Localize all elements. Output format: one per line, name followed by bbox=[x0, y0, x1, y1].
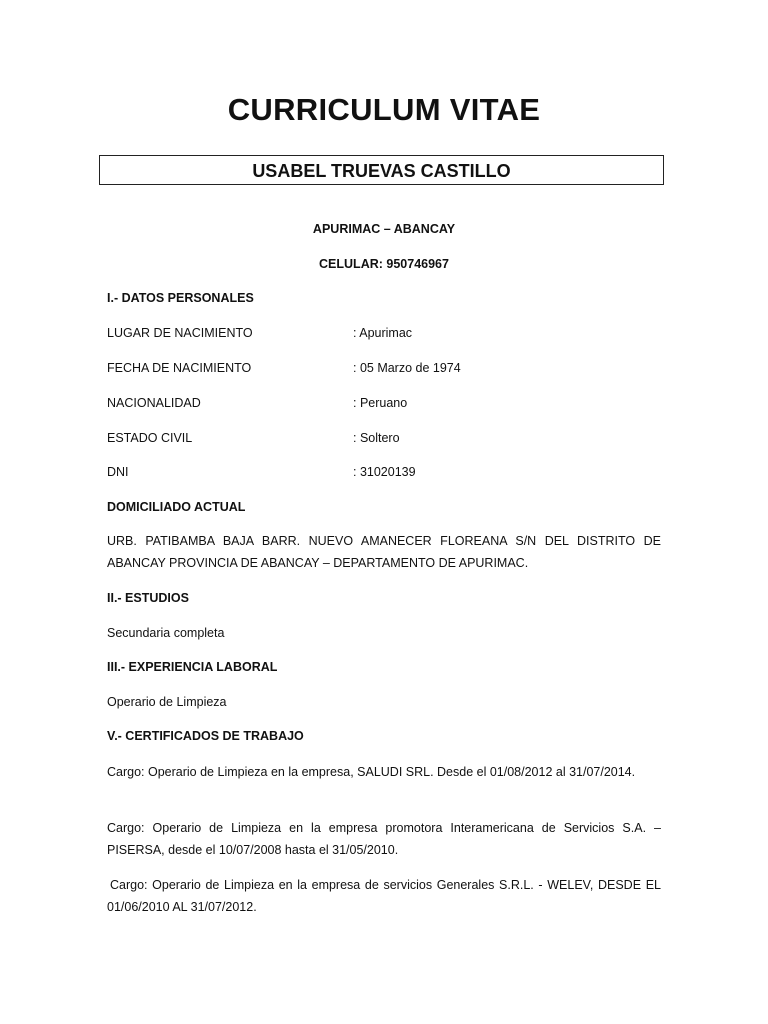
field-label-birthplace: LUGAR DE NACIMIENTO bbox=[107, 326, 253, 340]
field-value-birthplace: : Apurimac bbox=[353, 326, 413, 340]
certificate-prefix: Cargo: bbox=[110, 878, 148, 892]
certificate-prefix: Cargo: bbox=[107, 765, 145, 779]
field-label-dni: DNI bbox=[107, 465, 129, 479]
section-certificates-heading: V.- CERTIFICADOS DE TRABAJO bbox=[107, 729, 304, 743]
certificate-text: Operario de Limpieza en la empresa, SALUDI SRL. Desde el 01/08/2012 al 31/07/2014. bbox=[144, 765, 636, 779]
certificate-item bbox=[107, 874, 661, 918]
experience-text: Operario de Limpieza bbox=[107, 695, 227, 709]
section-personal-heading: I.- DATOS PERSONALES bbox=[107, 291, 254, 305]
section-studies-heading: II.- ESTUDIOS bbox=[107, 591, 189, 605]
certificate-text: Operario de Limpieza en la empresa promotora Interamericana de Servicios S.A. – PISERSA, desde el 10/07/2008 hasta el 31/05/2010. bbox=[107, 821, 661, 857]
studies-text: Secundaria completa bbox=[107, 626, 225, 640]
field-value-nationality: : Peruano bbox=[353, 396, 408, 410]
field-label-nationality: NACIONALIDAD bbox=[107, 396, 201, 410]
domicile-text: URB. PATIBAMBA BAJA BARR. NUEVO AMANECER FLOREANA S/N DEL DISTRITO DE ABANCAY PROVINCIA DE ABANCAY – DEPARTAMENTO DE APURIMAC. bbox=[107, 534, 661, 570]
name-box: USABEL TRUEVAS CASTILLO bbox=[99, 155, 664, 185]
field-value-dni: : 31020139 bbox=[353, 465, 416, 479]
certificate-item bbox=[107, 761, 661, 783]
document-title: CURRICULUM VITAE bbox=[227, 92, 541, 127]
certificate-prefix: Cargo: bbox=[107, 821, 145, 835]
certificate-item bbox=[107, 817, 661, 861]
certificate-text: Operario de Limpieza en la empresa de servicios Generales S.R.L. - WELEV, DESDE EL 01/06/2010 AL 31/07/2012. bbox=[107, 878, 661, 914]
phone-line: CELULAR: 950746967 bbox=[319, 257, 449, 271]
domicile-heading: DOMICILIADO ACTUAL bbox=[107, 500, 246, 514]
field-label-civil-status: ESTADO CIVIL bbox=[107, 431, 193, 445]
section-experience-heading: III.- EXPERIENCIA LABORAL bbox=[107, 660, 278, 674]
location-line: APURIMAC – ABANCAY bbox=[312, 222, 456, 236]
field-value-birthdate: : 05 Marzo de 1974 bbox=[353, 361, 461, 375]
field-value-civil-status: : Soltero bbox=[353, 431, 400, 445]
field-label-birthdate: FECHA DE NACIMIENTO bbox=[107, 361, 252, 375]
